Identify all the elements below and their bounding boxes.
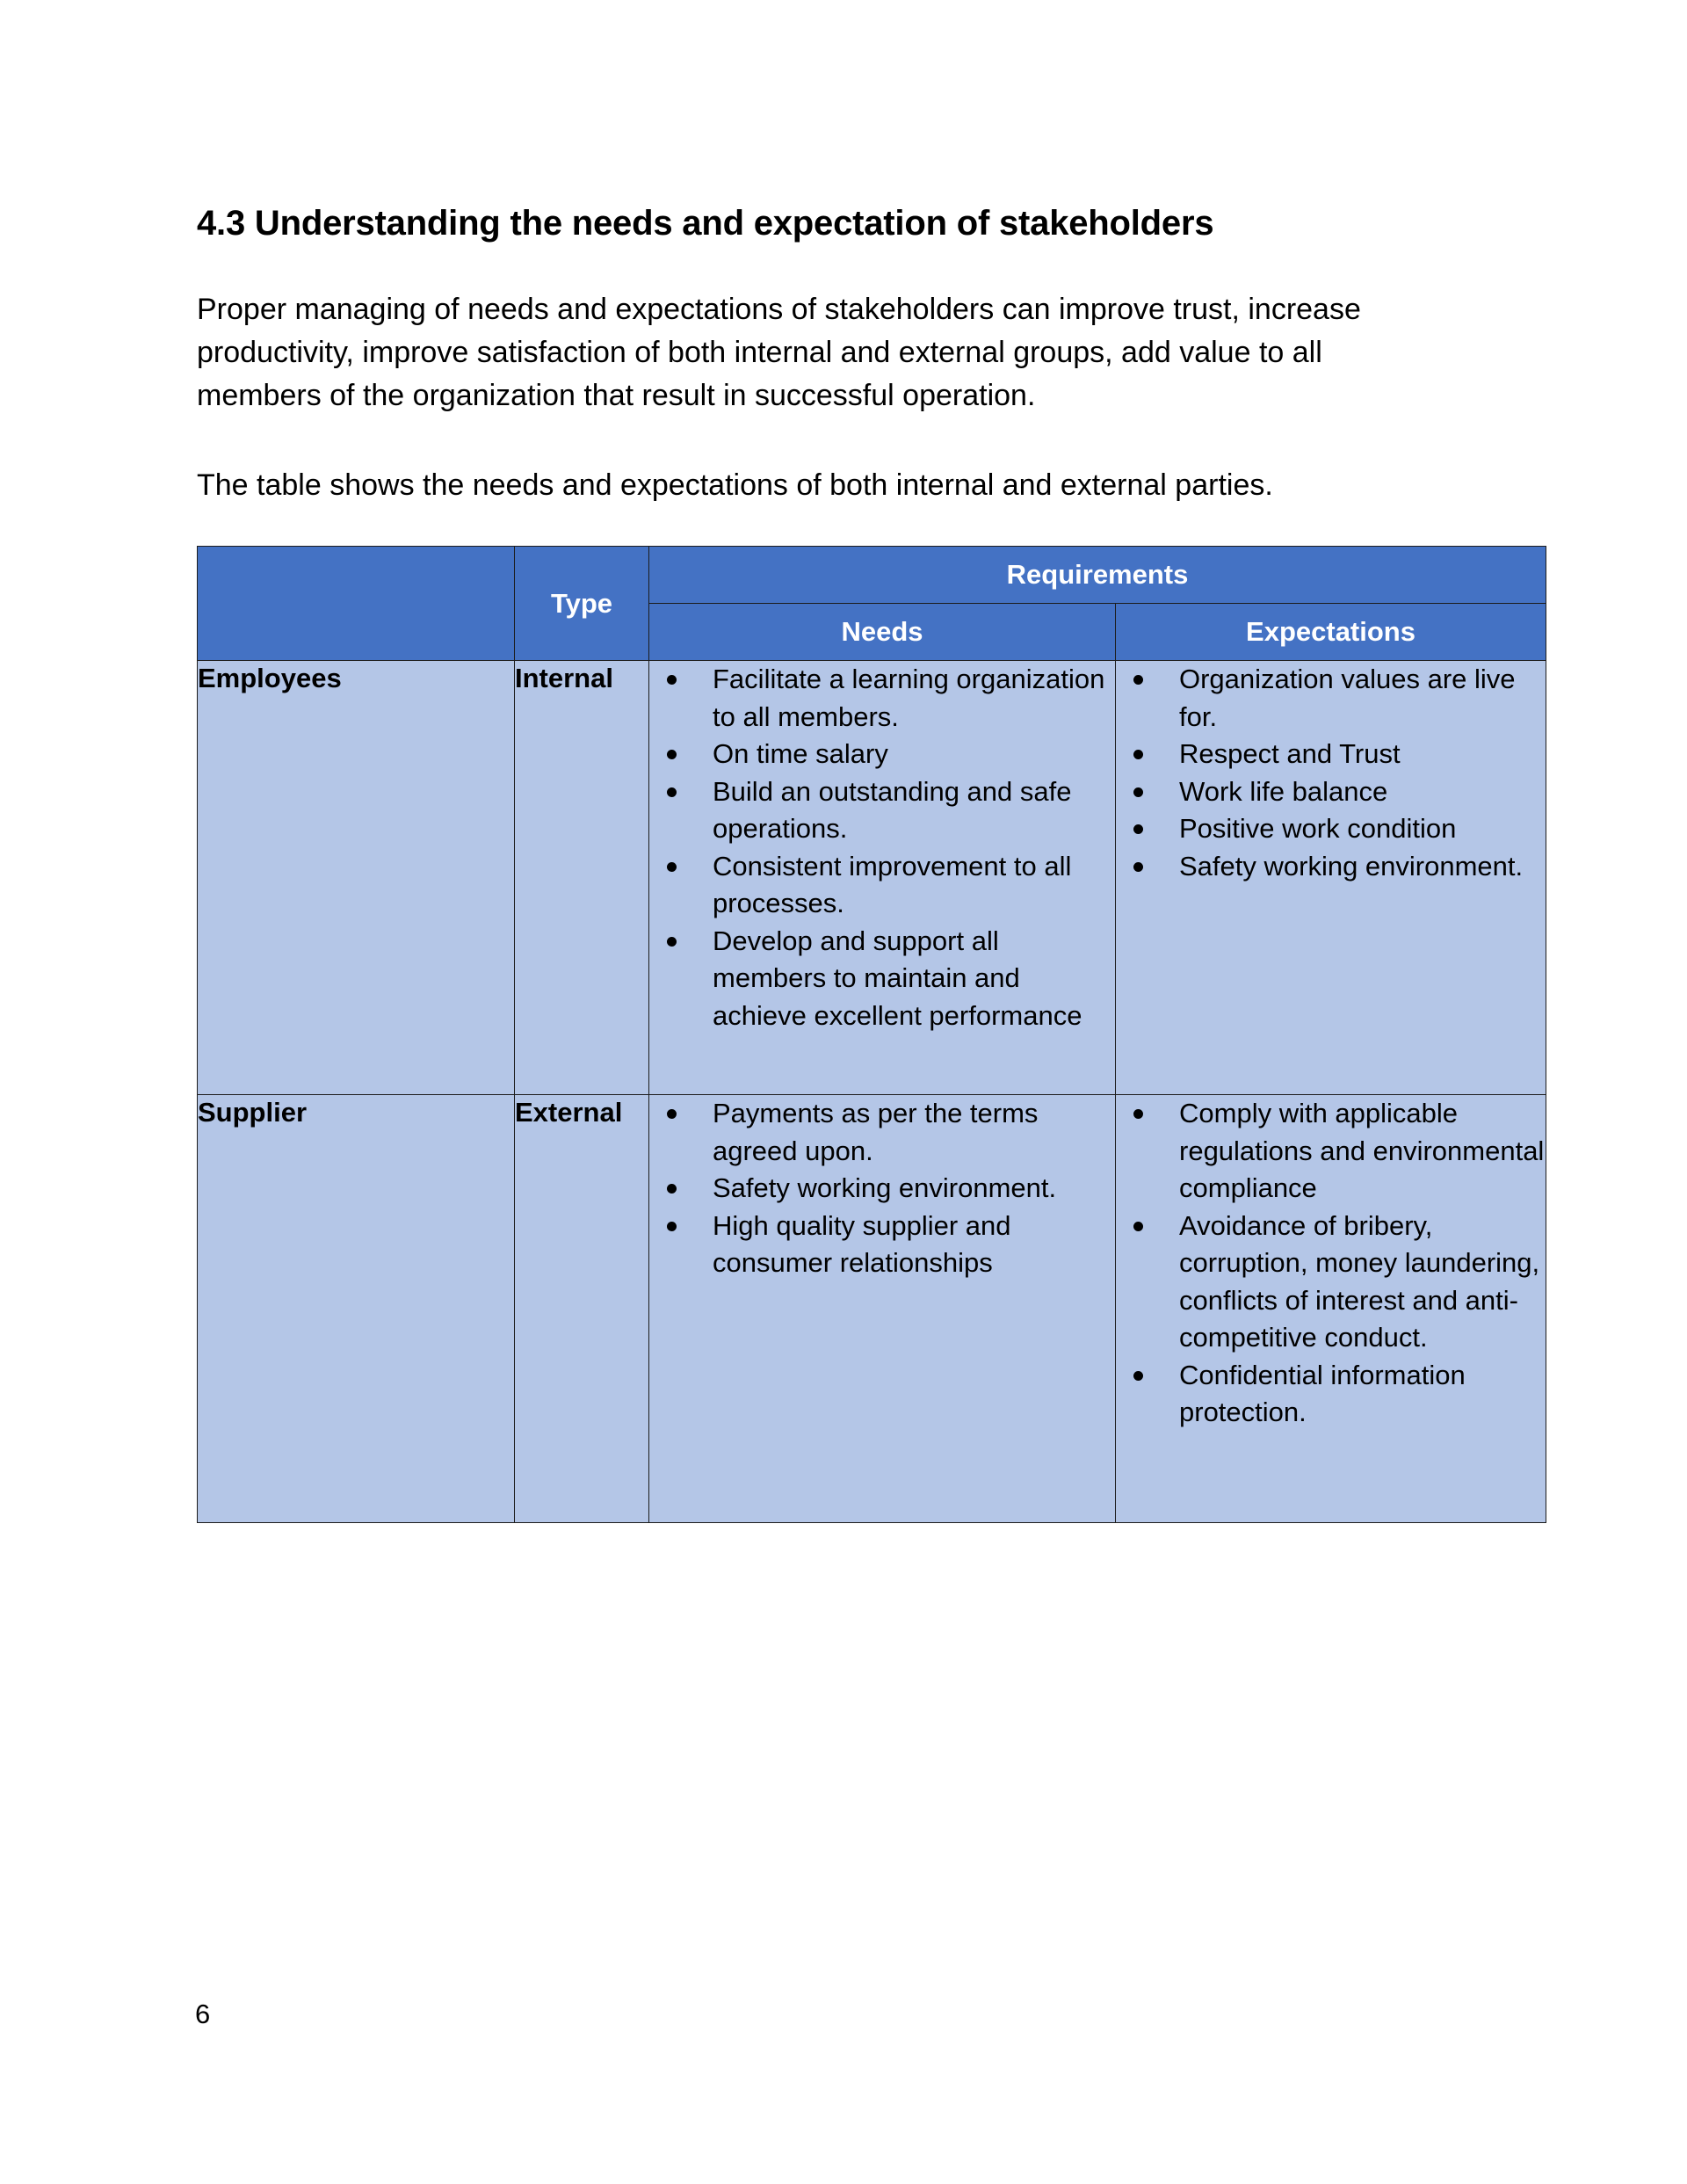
list-item: Organization values are live for. (1116, 661, 1546, 736)
header-expectations: Expectations (1116, 604, 1546, 661)
expectations-cell (1116, 661, 1546, 1095)
table-intro-paragraph: The table shows the needs and expectations of both internal and external parties. (197, 468, 1273, 502)
header-type: Type (515, 547, 649, 661)
needs-cell (649, 1095, 1116, 1523)
header-stakeholder-cell (198, 547, 515, 661)
header-requirements: Requirements (649, 547, 1546, 604)
list-item: Payments as per the terms agreed upon. (649, 1095, 1115, 1170)
list-item: On time salary (649, 736, 1115, 773)
list-item: Comply with applicable regulations and environmental compliance (1116, 1095, 1546, 1208)
table-row (198, 661, 1546, 1095)
expectations-cell (1116, 1095, 1546, 1523)
list-item: Develop and support all members to maintain and achieve excellent performance (649, 923, 1115, 1035)
list-item: Positive work condition (1116, 810, 1546, 848)
list-item: Avoidance of bribery, corruption, money laundering, conflicts of interest and anti-competitive conduct. (1116, 1208, 1546, 1357)
table-row (198, 1095, 1546, 1523)
list-item: Work life balance (1116, 773, 1546, 811)
intro-paragraph: Proper managing of needs and expectations of stakeholders can improve trust, increase productivity, improve satisfaction of both internal and external groups, add value to all members of the organization that result in successful operation. (197, 293, 1361, 412)
list-item: Confidential information protection. (1116, 1357, 1546, 1432)
list-item: Facilitate a learning organization to all members. (649, 661, 1115, 736)
list-item: Respect and Trust (1116, 736, 1546, 773)
list-item: High quality supplier and consumer relationships (649, 1208, 1115, 1282)
list-item: Build an outstanding and safe operations. (649, 773, 1115, 848)
stakeholder-requirements-table (197, 546, 1546, 1523)
needs-list (649, 661, 1115, 1034)
stakeholder-type: Internal (515, 661, 649, 1095)
needs-cell (649, 661, 1116, 1095)
list-item: Safety working environment. (1116, 848, 1546, 886)
needs-list (649, 1095, 1115, 1282)
list-item: Safety working environment. (649, 1170, 1115, 1208)
table-header-row (198, 547, 1546, 604)
page-number: 6 (195, 1999, 211, 2029)
stakeholder-type: External (515, 1095, 649, 1523)
expectations-list (1116, 1095, 1546, 1432)
header-needs: Needs (649, 604, 1116, 661)
stakeholder-name: Employees (198, 661, 515, 1095)
list-item: Consistent improvement to all processes. (649, 848, 1115, 923)
stakeholder-name: Supplier (198, 1095, 515, 1523)
section-heading: 4.3 Understanding the needs and expectation of stakeholders (197, 204, 1214, 243)
expectations-list (1116, 661, 1546, 885)
